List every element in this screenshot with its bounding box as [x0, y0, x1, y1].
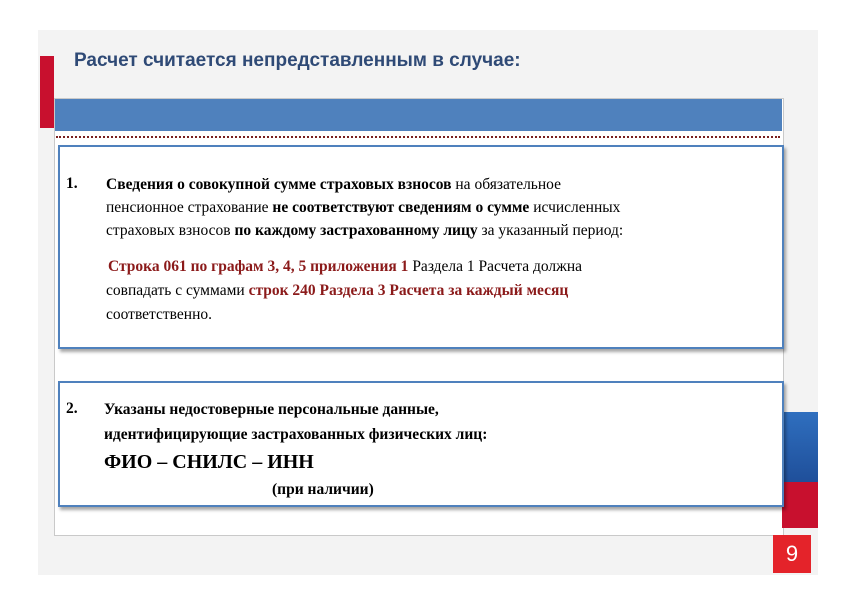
page-number: 9	[773, 535, 811, 573]
item1-line1: Сведения о совокупной сумме страховых взносов на обязательное	[106, 176, 561, 193]
flag-blue-stripe	[782, 412, 818, 482]
item2-line4: (при наличии)	[272, 481, 374, 498]
item2-line2: идентифицирующие застрахованных физических лиц:	[104, 426, 488, 443]
slide-title: Расчет считается непредставленным в случае:	[74, 50, 521, 71]
condition-box-1	[58, 145, 784, 349]
item1-line2: пенсионное страхование не соответствуют сведениям о сумме исчисленных	[106, 199, 621, 216]
red-accent-bar	[40, 56, 54, 128]
item-number: 2.	[66, 400, 78, 417]
item1-line4: Строка 061 по графам 3, 4, 5 приложения 1 Раздела 1 Расчета должна	[108, 258, 583, 275]
condition-box-2	[58, 381, 784, 507]
flag-red-stripe	[782, 482, 818, 528]
item2-line1: Указаны недостоверные персональные данные,	[104, 401, 439, 418]
item-number: 1.	[66, 175, 78, 192]
item1-line3: страховых взносов по каждому застрахованному лицу за указанный период:	[106, 222, 624, 239]
header-band	[55, 99, 782, 131]
item2-line3: ФИО – СНИЛС – ИНН	[104, 451, 314, 473]
item1-line6: соответственно.	[106, 306, 212, 323]
item1-line5: совпадать с суммами строк 240 Раздела 3 Расчета за каждый месяц	[106, 282, 569, 299]
